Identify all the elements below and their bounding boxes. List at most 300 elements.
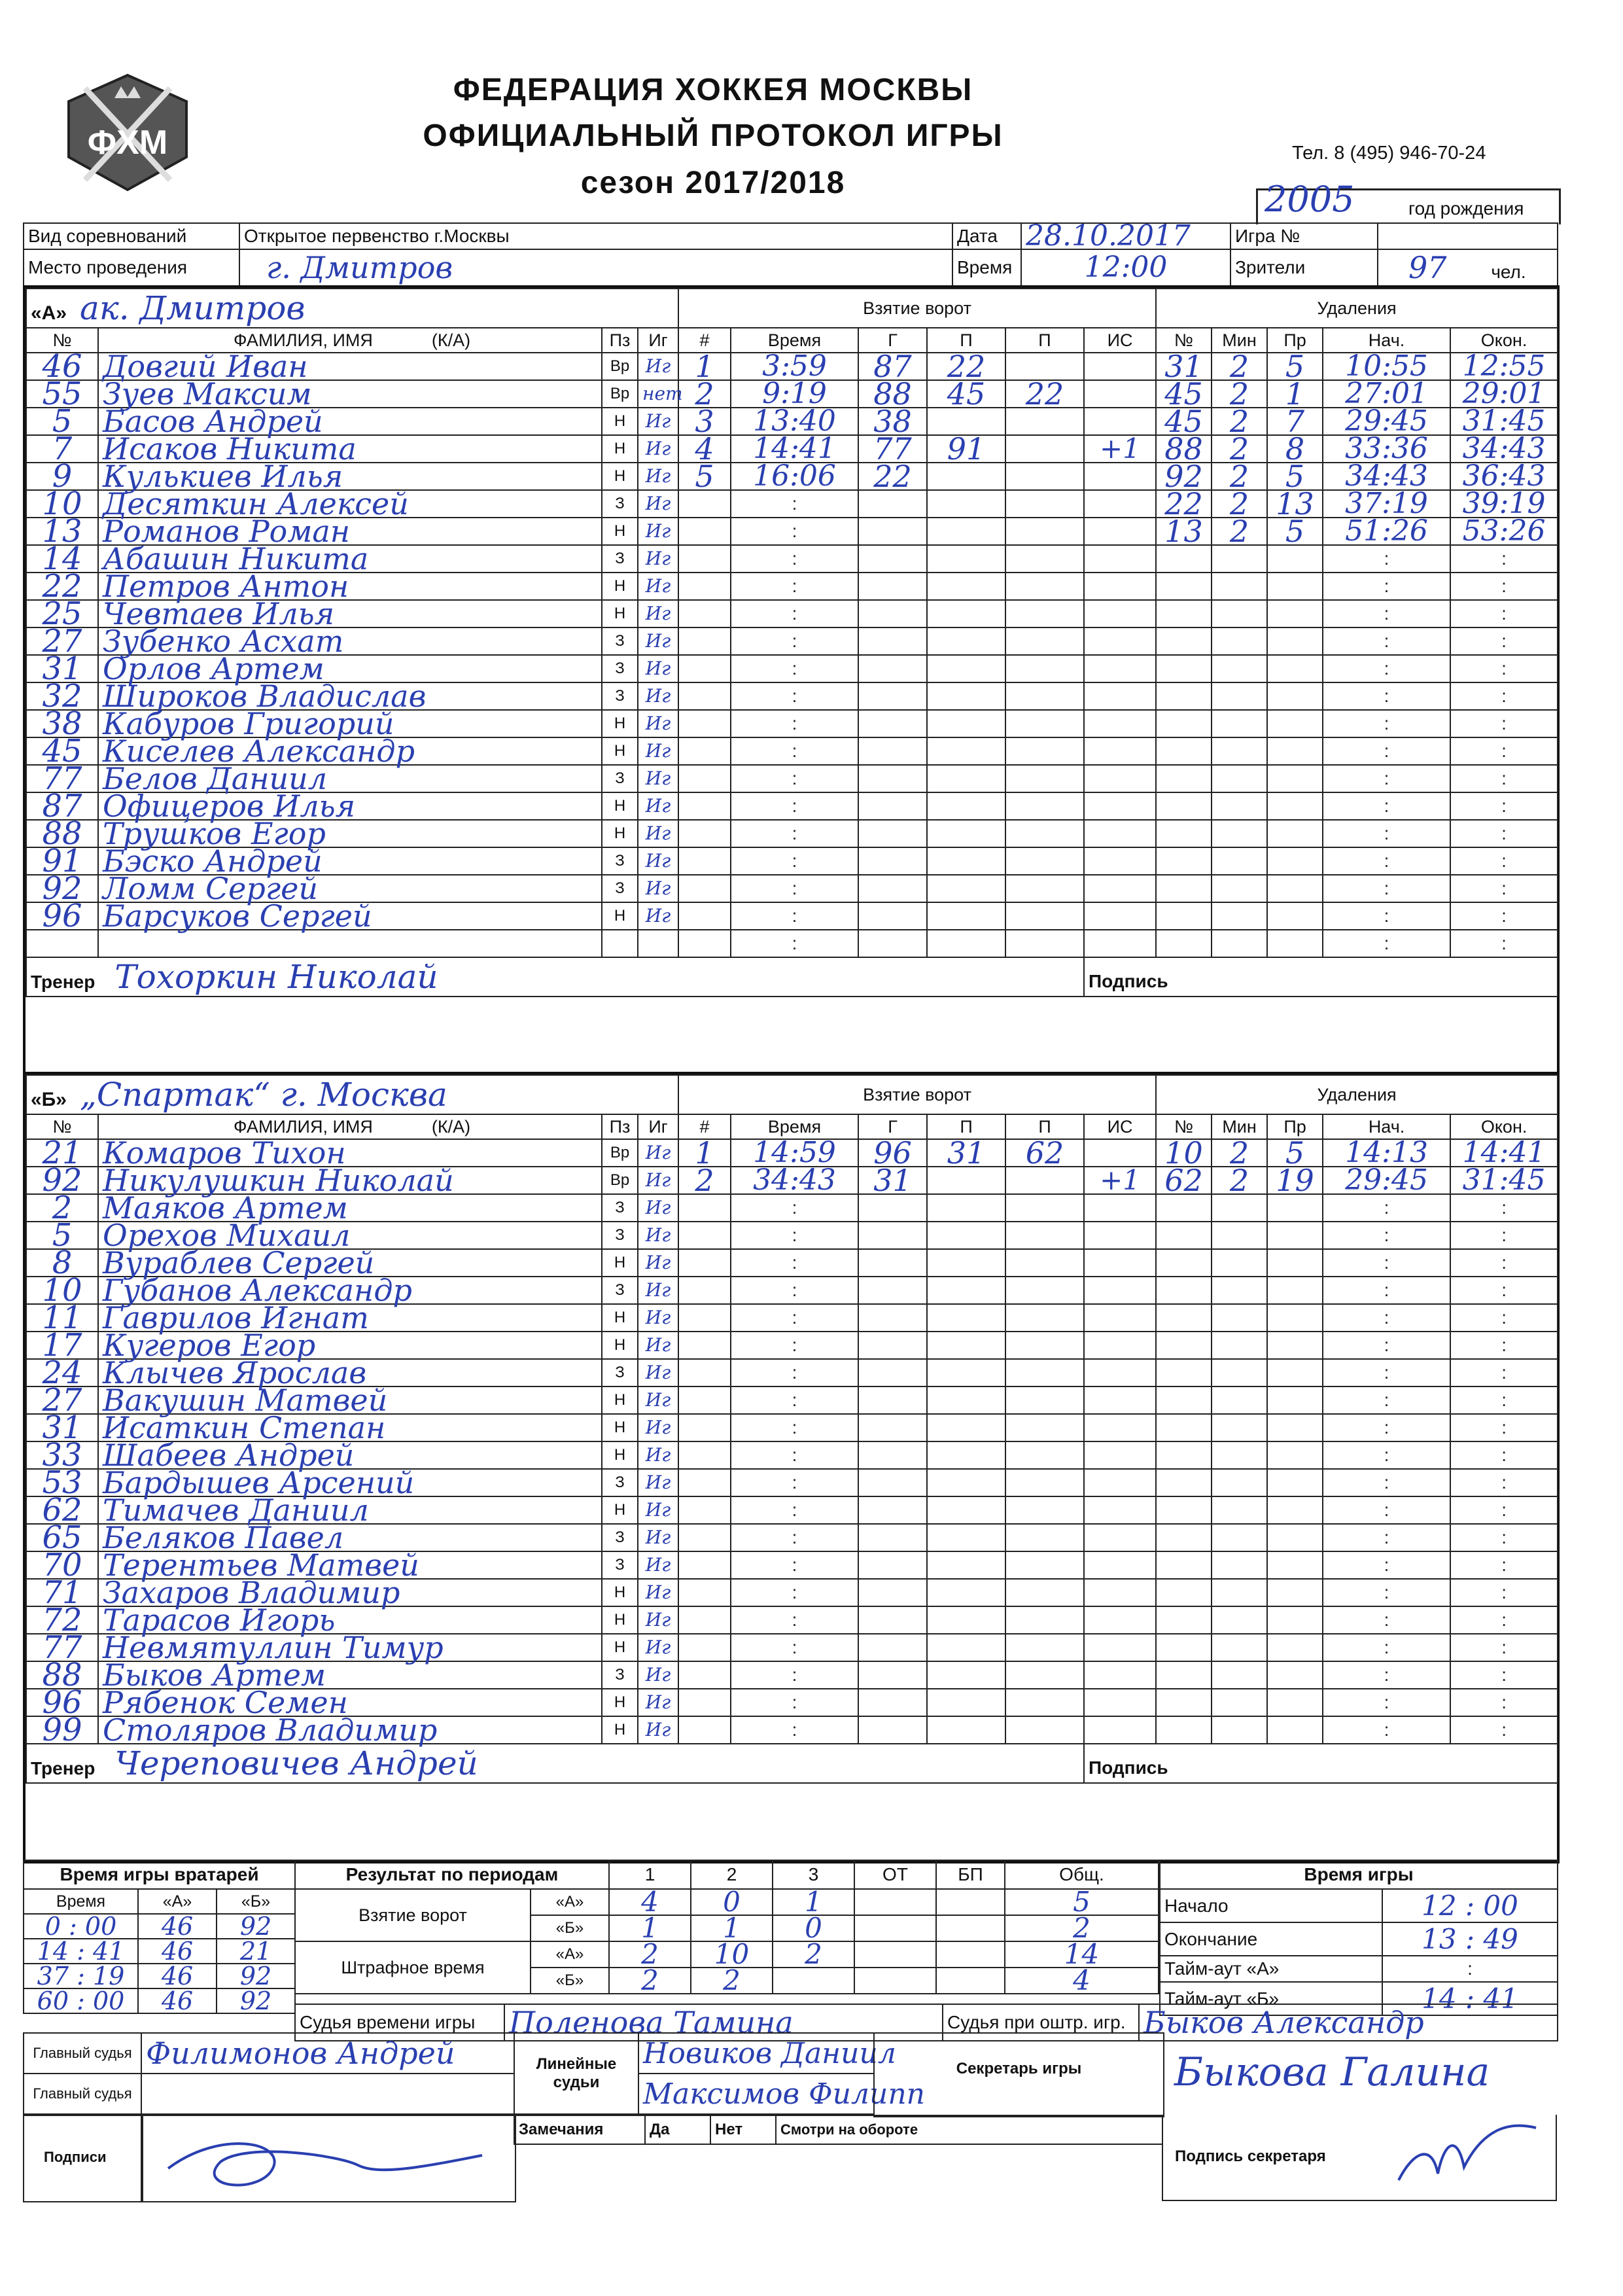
teamA-cell-p_start: :	[1323, 820, 1450, 847]
teamB-cell-name: Тарасов Игорь	[98, 1606, 602, 1634]
gk-cell: 46	[138, 1988, 217, 2013]
teamA-cell-is	[1084, 408, 1156, 435]
teamB-cell-g_time: :	[731, 1551, 858, 1579]
teamB-cell-p_no	[1156, 1249, 1212, 1277]
teamB-cell-ig: Иг	[638, 1139, 678, 1167]
teamB-cell-p1	[927, 1414, 1005, 1441]
teamB-cell-no: 99	[26, 1716, 98, 1744]
col-ka-label: (К/А)	[431, 1116, 471, 1137]
teamB-cell-g_time: :	[731, 1332, 858, 1359]
teamA-cell-name: Офицеров Илья	[98, 792, 602, 820]
results-title: Результат по периодам	[295, 1860, 609, 1889]
teamB-cell-p2	[1005, 1194, 1084, 1222]
teamA-cell-p_end: :	[1450, 737, 1558, 765]
teamA-cell-g_time: :	[731, 710, 858, 737]
teamB-cell-p_start: :	[1323, 1414, 1450, 1441]
game-label: Игра №	[1230, 223, 1378, 249]
results-value: 0	[691, 1889, 773, 1915]
teamA-cell-p_start: 29:45	[1323, 408, 1450, 435]
teamB-cell-p1	[927, 1524, 1005, 1551]
teamB-cell-ig: Иг	[638, 1304, 678, 1332]
results-value: 2	[691, 1968, 773, 1994]
teamA-cell-p_no	[1156, 682, 1212, 710]
teamA-cell-p_end: 39:19	[1450, 490, 1558, 518]
teamB-cell-p_start: :	[1323, 1496, 1450, 1524]
teamA-cell-p_min: 2	[1212, 380, 1267, 408]
teamA-cell-p2	[1005, 435, 1084, 463]
teamB-coach-label: Тренер	[31, 1758, 96, 1778]
teamA-pen-title: Удаления	[1156, 289, 1558, 328]
teamB-cell-p_end: :	[1450, 1277, 1558, 1304]
teamA-cell-p_pr	[1267, 765, 1323, 792]
teamA-cell-p2	[1005, 655, 1084, 682]
teamB-cell-p_start: :	[1323, 1304, 1450, 1332]
teamB-cell-no: 88	[26, 1661, 98, 1689]
teamB-cell-is	[1084, 1386, 1156, 1414]
teamB-cell-g_no	[678, 1441, 731, 1469]
teamB-cell-is	[1084, 1524, 1156, 1551]
teamA-team-name: ак. Дмитров	[80, 289, 305, 327]
teamA-cell-p_end: :	[1450, 573, 1558, 600]
teamB-cell-g	[858, 1386, 927, 1414]
teamA-cell-p1	[927, 737, 1005, 765]
teamA-col-p_no: №	[1156, 328, 1212, 353]
teamB-cell-p_start: :	[1323, 1386, 1450, 1414]
teamB-cell-p_no	[1156, 1716, 1212, 1744]
teamA-cell-ig: Иг	[638, 765, 678, 792]
teamA-cell-p_min	[1212, 902, 1267, 930]
teamA-cell-name: Петров Антон	[98, 573, 602, 600]
teamB-pen-title: Удаления	[1156, 1075, 1558, 1114]
results-team: «А»	[531, 1889, 609, 1915]
gk-cell: 92	[217, 1914, 295, 1939]
teamA-cell-ig: Иг	[638, 875, 678, 902]
teamA-cell-p_min	[1212, 545, 1267, 573]
teamA-cell-p_end: :	[1450, 847, 1558, 875]
teamA-cell-ig: Иг	[638, 518, 678, 545]
teamB-cell-ig: Иг	[638, 1167, 678, 1194]
teamA-cell-p2	[1005, 792, 1084, 820]
teamA-cell-no: 14	[26, 545, 98, 573]
teamB-cell-name: Невмятуллин Тимур	[98, 1634, 602, 1661]
teamA-cell-p1: 45	[927, 380, 1005, 408]
teamA-col-p_pr: Пр	[1267, 328, 1323, 353]
teamA-cell-g	[858, 847, 927, 875]
teamA-cell-g_time: :	[731, 820, 858, 847]
teamA-cell-g_time: :	[731, 847, 858, 875]
teamB-cell-p2	[1005, 1496, 1084, 1524]
federation-title: ФЕДЕРАЦИЯ ХОККЕЯ МОСКВЫ	[453, 73, 973, 107]
teamB-cell-p1	[927, 1716, 1005, 1744]
spect-label: Зрители	[1230, 249, 1378, 286]
teamB-cell-p_min	[1212, 1249, 1267, 1277]
teamA-cell-g_time: 16:06	[731, 463, 858, 490]
teamB-cell-p_end: :	[1450, 1524, 1558, 1551]
teamB-cell-g_time: 34:43	[731, 1167, 858, 1194]
teamA-cell-g_time: :	[731, 627, 858, 655]
teamB-cell-p1	[927, 1222, 1005, 1249]
teamA-cell-p_start: :	[1323, 737, 1450, 765]
teamA-cell-p_min	[1212, 710, 1267, 737]
teamA-sign-cell	[1084, 957, 1558, 997]
teamB-col-ig: Иг	[638, 1114, 678, 1139]
teamB-cell-p_start: :	[1323, 1332, 1450, 1359]
teamA-cell-p_min: 2	[1212, 353, 1267, 380]
teamA-cell-g_no: 4	[678, 435, 731, 463]
teamA-cell-p1	[927, 710, 1005, 737]
teamA-cell-p2	[1005, 408, 1084, 435]
teamA-cell-name: Белов Даниил	[98, 765, 602, 792]
teamB-cell-p_end: :	[1450, 1386, 1558, 1414]
teamB-cell-ig: Иг	[638, 1579, 678, 1606]
teamB-cell-name: Маяков Артем	[98, 1194, 602, 1222]
teamA-cell-p_no	[1156, 930, 1212, 957]
teamA-cell-ig: Иг	[638, 408, 678, 435]
teamB-cell-ig: Иг	[638, 1496, 678, 1524]
teamA-team-cell	[26, 289, 678, 328]
teamA-cell-p_min	[1212, 573, 1267, 600]
teamA-cell-p_start: 51:26	[1323, 518, 1450, 545]
teamA-goals-title: Взятие ворот	[678, 289, 1156, 328]
place-value: г. Дмитров	[239, 249, 952, 286]
teamB-cell-p_no	[1156, 1277, 1212, 1304]
start-time: 12 : 00	[1382, 1889, 1558, 1922]
teamA-cell-pz: З	[602, 682, 638, 710]
teamB-cell-pz: З	[602, 1469, 638, 1496]
teamA-cell-ig: Иг	[638, 902, 678, 930]
teamA-cell-ig: нет	[638, 380, 678, 408]
teamB-cell-g_time: :	[731, 1414, 858, 1441]
teamA-cell-p_end: :	[1450, 682, 1558, 710]
teamA-cell-p_end: 53:26	[1450, 518, 1558, 545]
spect-value: 97	[1408, 250, 1447, 285]
teamB-cell-no: 53	[26, 1469, 98, 1496]
gk-row	[24, 1914, 295, 1939]
teamB-cell-pz: Н	[602, 1249, 638, 1277]
teamB-cell-is	[1084, 1661, 1156, 1689]
teamA-cell-p1	[927, 875, 1005, 902]
teamA-cell-name: Ломм Сергей	[98, 875, 602, 902]
teamA-row	[26, 930, 1558, 957]
teamB-cell-is	[1084, 1606, 1156, 1634]
teamB-cell-p2	[1005, 1249, 1084, 1277]
teamB-signature	[1168, 1746, 1195, 1781]
info-table	[23, 219, 1558, 287]
teamB-cell-p_min	[1212, 1551, 1267, 1579]
main-ref2-label: Главный судья	[24, 2074, 141, 2114]
teamA-cell-p_no	[1156, 875, 1212, 902]
teamA-cell-p_min: 2	[1212, 463, 1267, 490]
teamB-cell-p1	[927, 1496, 1005, 1524]
teamB-cell-p_min	[1212, 1332, 1267, 1359]
teamB-cell-pz: Н	[602, 1579, 638, 1606]
teamA-cell-p_no	[1156, 737, 1212, 765]
notes-label: Замечания	[514, 2115, 645, 2144]
teamA-cell-p_pr	[1267, 573, 1323, 600]
gk-col-time: Время	[24, 1889, 138, 1914]
teamB-cell-is	[1084, 1469, 1156, 1496]
teamB-cell-g_no	[678, 1716, 731, 1744]
teamA-cell-ig: Иг	[638, 682, 678, 710]
teamB-cell-p_min: 2	[1212, 1167, 1267, 1194]
teamB-cell-p_pr	[1267, 1469, 1323, 1496]
main-ref: Филимонов Андрей	[141, 2033, 514, 2074]
teamB-cell-is	[1084, 1249, 1156, 1277]
teamA-cell-g_no: 1	[678, 353, 731, 380]
teamB-cell-is	[1084, 1277, 1156, 1304]
teamA-cell-p_pr: 1	[1267, 380, 1323, 408]
teamB-cell-p_end: :	[1450, 1469, 1558, 1496]
teamB-cell-p_min	[1212, 1634, 1267, 1661]
results-value: 5	[1005, 1889, 1159, 1915]
teamB-cell-ig: Иг	[638, 1414, 678, 1441]
teamB-cell-p1	[927, 1689, 1005, 1716]
teamB-cell-p1	[927, 1332, 1005, 1359]
teamA-cell-p1	[927, 847, 1005, 875]
teamA-cell-g_time: 14:41	[731, 435, 858, 463]
results-value: 2	[1005, 1915, 1159, 1941]
teamB-cell-p2	[1005, 1359, 1084, 1386]
signs-box	[141, 2115, 516, 2202]
teamA-cell-p1	[927, 902, 1005, 930]
teamB-cell-p2: 62	[1005, 1139, 1084, 1167]
teamA-cell-ig: Иг	[638, 820, 678, 847]
teamB-cell-p_no	[1156, 1469, 1212, 1496]
teamB-cell-p_pr	[1267, 1304, 1323, 1332]
teamB-cell-p_min	[1212, 1441, 1267, 1469]
teamA-cell-pz: Н	[602, 710, 638, 737]
teamB-col-no: №	[26, 1114, 98, 1139]
teamB-cell-name: Орехов Михаил	[98, 1222, 602, 1249]
teamB-cell-p2	[1005, 1661, 1084, 1689]
teamA-cell-p_end: :	[1450, 902, 1558, 930]
teamA-cell-p_end: :	[1450, 655, 1558, 682]
teamB-cell-g	[858, 1634, 927, 1661]
teamB-cell-g_no	[678, 1249, 731, 1277]
teamA-cell-p_no: 88	[1156, 435, 1212, 463]
teamA-cell-no: 96	[26, 902, 98, 930]
secretary-sign-label: Подпись секретаря	[1175, 2147, 1326, 2165]
teamA-cell-is	[1084, 627, 1156, 655]
teamB-cell-pz: З	[602, 1551, 638, 1579]
teamB-cell-name: Столяров Владимир	[98, 1716, 602, 1744]
secretary-signature	[1379, 2115, 1549, 2200]
teamA-cell-ig: Иг	[638, 627, 678, 655]
teamA-cell-ig: Иг	[638, 600, 678, 627]
teamB-coach-cell	[26, 1744, 1084, 1783]
teamB-cell-p_pr	[1267, 1441, 1323, 1469]
teamA-cell-pz: Н	[602, 600, 638, 627]
teamB-cell-g_time: :	[731, 1359, 858, 1386]
teamB-cell-p2	[1005, 1524, 1084, 1551]
teamB-col-g_no: #	[678, 1114, 731, 1139]
teamA-cell-pz: Н	[602, 792, 638, 820]
teamA-cell-g	[858, 875, 927, 902]
teamB-cell-ig: Иг	[638, 1469, 678, 1496]
main-ref2	[141, 2074, 514, 2114]
teamB-cell-p1	[927, 1304, 1005, 1332]
svg-text:ФХМ: ФХМ	[87, 124, 168, 162]
teamA-cell-g	[858, 820, 927, 847]
teamB-cell-no: 65	[26, 1524, 98, 1551]
teamB-cell-p_no	[1156, 1496, 1212, 1524]
teamA-cell-pz: З	[602, 847, 638, 875]
teamB-cell-no: 92	[26, 1167, 98, 1194]
teamB-cell-p_no	[1156, 1551, 1212, 1579]
teamB-cell-no: 11	[26, 1304, 98, 1332]
teamA-cell-p_pr: 13	[1267, 490, 1323, 518]
teamB-cell-p1	[927, 1194, 1005, 1222]
period-results-table	[294, 1860, 1159, 1994]
start-label: Начало	[1160, 1889, 1382, 1922]
teamB-cell-p_end: :	[1450, 1194, 1558, 1222]
teamA-cell-name: Довгий Иван	[98, 353, 602, 380]
teamA-cell-ig: Иг	[638, 545, 678, 573]
teamB-cell-p_end: :	[1450, 1496, 1558, 1524]
teamB-cell-g_no: 1	[678, 1139, 731, 1167]
teamA-cell-p_end: 12:55	[1450, 353, 1558, 380]
teamA-cell-is	[1084, 820, 1156, 847]
teamB-cell-ig: Иг	[638, 1194, 678, 1222]
teamB-cell-p_end: :	[1450, 1716, 1558, 1744]
teamA-cell-p_end: :	[1450, 765, 1558, 792]
teamB-cell-p_start: :	[1323, 1441, 1450, 1469]
teamB-cell-p_pr	[1267, 1359, 1323, 1386]
teamB-cell-p_end: 14:41	[1450, 1139, 1558, 1167]
gk-cell: 46	[138, 1914, 217, 1939]
teamB-coach-name: Череповичев Андрей	[114, 1744, 478, 1782]
judge-time-label: Судья времени игры	[295, 2004, 504, 2041]
teamA-cell-name: Романов Роман	[98, 518, 602, 545]
teamB-cell-is	[1084, 1579, 1156, 1606]
teamA-cell-pz: З	[602, 545, 638, 573]
gk-cell: 46	[138, 1939, 217, 1964]
teamB-col-pz: Пз	[602, 1114, 638, 1139]
teamA-cell-p2	[1005, 682, 1084, 710]
teamB-cell-p_pr	[1267, 1551, 1323, 1579]
teamB-cell-g_time: :	[731, 1249, 858, 1277]
teamB-cell-p_no	[1156, 1579, 1212, 1606]
teamB-cell-p1	[927, 1441, 1005, 1469]
teamA-cell-name: Трушков Егор	[98, 820, 602, 847]
teamA-cell-g_time: 13:40	[731, 408, 858, 435]
teamB-sign-cell	[1084, 1744, 1558, 1783]
teamA-cell-pz: Н	[602, 435, 638, 463]
teamB-team-name: „Спартак“ г. Москва	[79, 1076, 447, 1114]
teamB-cell-p_start: :	[1323, 1222, 1450, 1249]
teamB-cell-no: 71	[26, 1579, 98, 1606]
teamA-cell-p_no: 92	[1156, 463, 1212, 490]
game-time-title: Время игры	[1160, 1860, 1558, 1889]
teamB-cell-p_no	[1156, 1661, 1212, 1689]
teamB-cell-p_min	[1212, 1222, 1267, 1249]
teamA-cell-g	[858, 490, 927, 518]
results-value	[854, 1941, 936, 1968]
teamA-cell-p_end: :	[1450, 875, 1558, 902]
teamB-cell-p_start: :	[1323, 1689, 1450, 1716]
teamA-cell-p_min	[1212, 765, 1267, 792]
teamA-cell-p_pr: 7	[1267, 408, 1323, 435]
teamB-cell-p_pr: 19	[1267, 1167, 1323, 1194]
teamA-cell-p2	[1005, 573, 1084, 600]
teamA-cell-g_no	[678, 875, 731, 902]
teamB-cell-ig: Иг	[638, 1524, 678, 1551]
teamB-cell-g_no	[678, 1386, 731, 1414]
teamB-cell-p_start: :	[1323, 1634, 1450, 1661]
col-ka-label: (К/А)	[431, 330, 471, 350]
teamA-cell-p_pr: 5	[1267, 463, 1323, 490]
teamA-cell-g	[858, 655, 927, 682]
teamA-cell-ig: Иг	[638, 573, 678, 600]
teamA-cell-g_time: :	[731, 875, 858, 902]
teamA-coach-cell	[26, 957, 1084, 997]
teamB-sign-label: Подпись	[1089, 1757, 1168, 1778]
teamB-cell-p_start: :	[1323, 1716, 1450, 1744]
teamB-cell-p_pr	[1267, 1414, 1323, 1441]
teamA-cell-no: 55	[26, 380, 98, 408]
teamB-cell-g	[858, 1249, 927, 1277]
teamA-roster-table	[26, 288, 1558, 997]
teamB-cell-p2	[1005, 1332, 1084, 1359]
teamA-cell-g	[858, 600, 927, 627]
teamB-cell-ig: Иг	[638, 1386, 678, 1414]
teamA-cell-no: 88	[26, 820, 98, 847]
teamA-cell-name: Киселев Александр	[98, 737, 602, 765]
teamA-cell-g	[858, 627, 927, 655]
teamB-cell-pz: З	[602, 1524, 638, 1551]
teamB-cell-ig: Иг	[638, 1661, 678, 1689]
teamB-cell-g	[858, 1606, 927, 1634]
teamA-cell-g_no	[678, 902, 731, 930]
teamA-cell-ig: Иг	[638, 792, 678, 820]
teamB-cell-p_min	[1212, 1496, 1267, 1524]
timeout-a: :	[1382, 1956, 1558, 1982]
teamB-cell-g_no	[678, 1634, 731, 1661]
teamA-cell-p_start: :	[1323, 792, 1450, 820]
teamA-cell-p_pr	[1267, 710, 1323, 737]
teamA-cell-p1	[927, 573, 1005, 600]
teamB-goals-title: Взятие ворот	[678, 1075, 1156, 1114]
teamB-cell-p_pr	[1267, 1689, 1323, 1716]
teamA-cell-no: 10	[26, 490, 98, 518]
teamA-cell-p_no: 22	[1156, 490, 1212, 518]
teamB-cell-g_no: 2	[678, 1167, 731, 1194]
teamB-cell-is	[1084, 1222, 1156, 1249]
results-value	[854, 1968, 936, 1994]
teamA-cell-ig: Иг	[638, 737, 678, 765]
results-row-label: Взятие ворот	[295, 1889, 531, 1941]
results-value: 1	[773, 1889, 854, 1915]
teamB-cell-g_time: :	[731, 1524, 858, 1551]
teamA-cell-name: Кулькиев Илья	[98, 463, 602, 490]
teamA-cell-g_time: :	[731, 573, 858, 600]
teamB-cell-g	[858, 1469, 927, 1496]
teamB-cell-pz: Н	[602, 1606, 638, 1634]
teamB-cell-g_no	[678, 1579, 731, 1606]
teamA-cell-g	[858, 792, 927, 820]
teamB-cell-g	[858, 1222, 927, 1249]
teamA-cell-p1	[927, 930, 1005, 957]
judge-time: Поленова Тамина	[504, 2004, 943, 2041]
teamA-cell-ig: Иг	[638, 435, 678, 463]
teamA-cell-g_no	[678, 682, 731, 710]
teamA-col-is: ИС	[1084, 328, 1156, 353]
results-value: 1	[691, 1915, 773, 1941]
teamB-cell-p_no	[1156, 1332, 1212, 1359]
teamA-cell-p_min	[1212, 737, 1267, 765]
results-value: 2	[609, 1941, 691, 1968]
teamB-col-g: Г	[858, 1114, 927, 1139]
